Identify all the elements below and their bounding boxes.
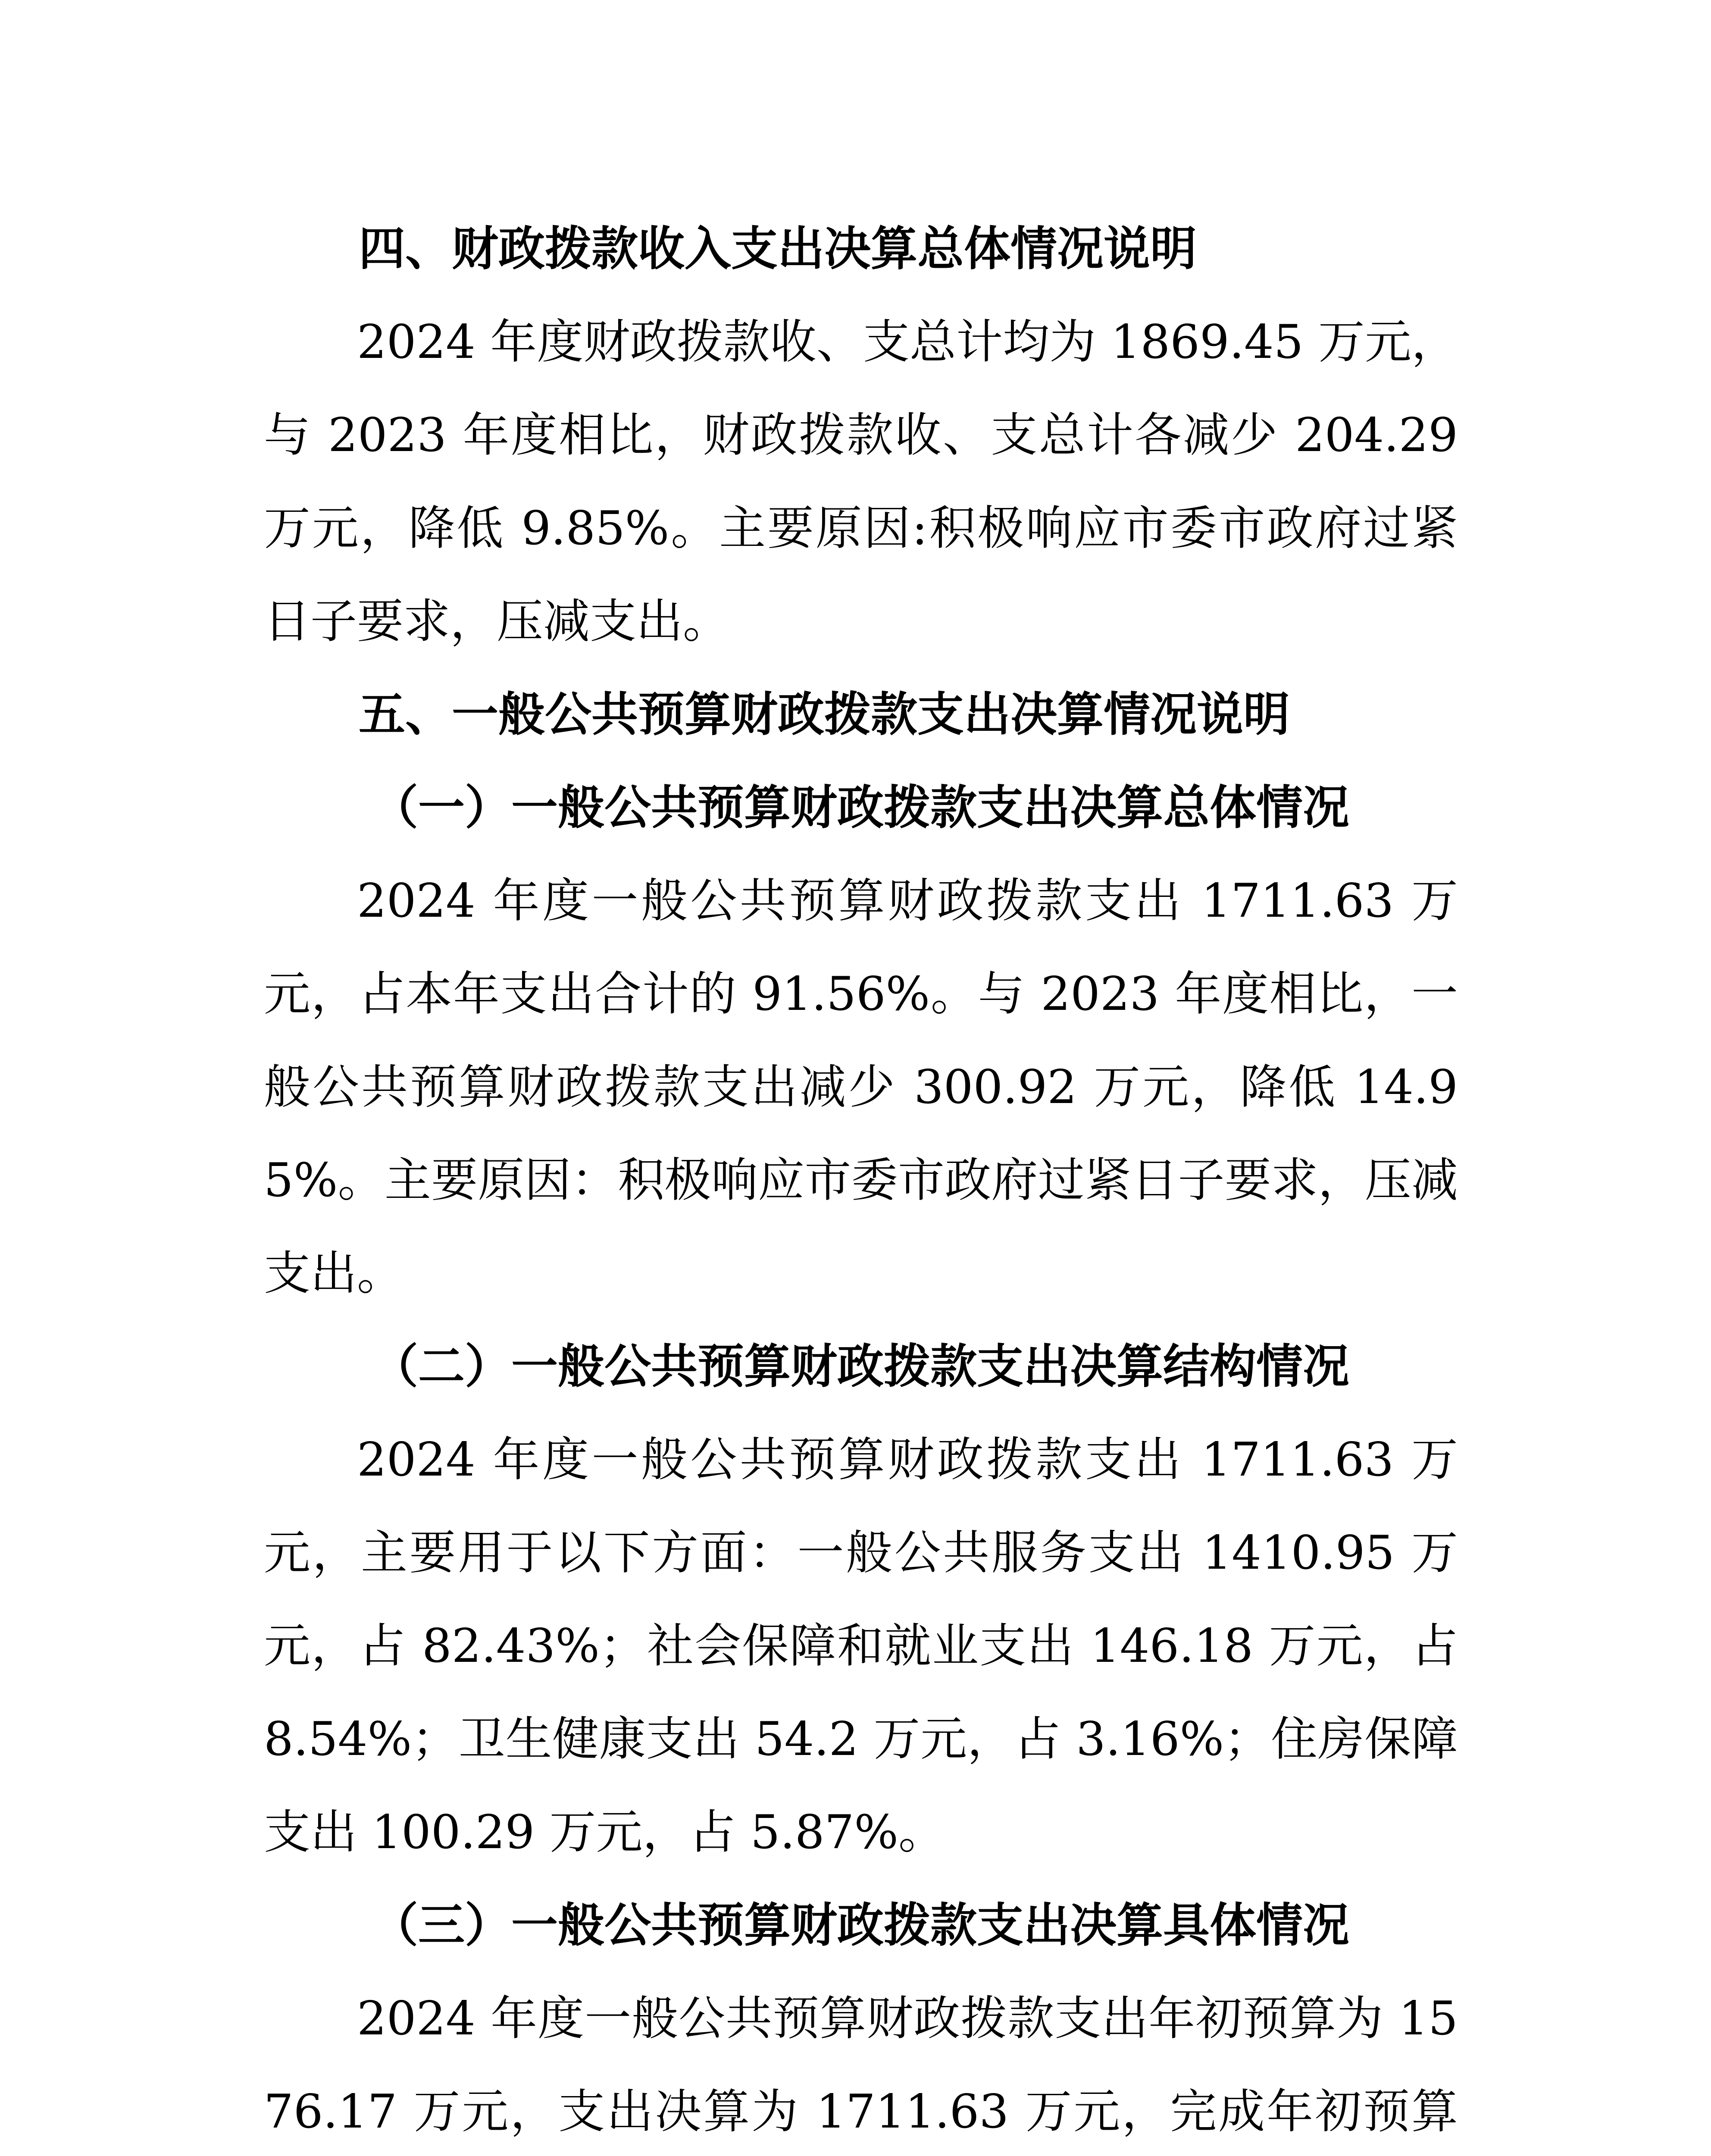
- subheading-overall-situation: （一）一般公共预算财政拨款支出决算总体情况: [372, 781, 1350, 835]
- subheading-structure: （二）一般公共预算财政拨款支出决算结构情况: [372, 1340, 1350, 1394]
- paragraph-overall-situation: 2024 年度一般公共预算财政拨款支出 1711.63 万元，占本年支出合计的 91.56%。与 2023 年度相比，一般公共预算财政拨款支出减少 300.92 万元，降低 14.95%。主要原因：积极响应市委市政府过紧日子要求，压减支出。: [264, 874, 1458, 1300]
- page-content: [264, 203, 1458, 2156]
- paragraph-specific-situation: 2024 年度一般公共预算财政拨款支出年初预算为 1576.17 万元，支出决算为 1711.63 万元，完成年初预算: [264, 1992, 1458, 2139]
- paragraph-structure: 2024 年度一般公共预算财政拨款支出 1711.63 万元，主要用于以下方面：一般公共服务支出 1410.95 万元，占 82.43%；社会保障和就业支出 146.18 万元，占 8.54%；卫生健康支出 54.2 万元，占 3.16%；住房保障支出 100.29 万元，占 5.87%。: [264, 1433, 1458, 1859]
- section-heading-fiscal-overview: 四、财政拨款收入支出决算总体情况说明: [359, 222, 1197, 276]
- section-heading-general-budget: 五、一般公共预算财政拨款支出决算情况说明: [359, 688, 1290, 742]
- subheading-specific-situation: （三）一般公共预算财政拨款支出决算具体情况: [372, 1899, 1350, 1952]
- paragraph-fiscal-overview: 2024 年度财政拨款收、支总计均为 1869.45 万元，与 2023 年度相比，财政拨款收、支总计各减少 204.29 万元，降低 9.85%。主要原因:积极响应市委市政府过紧日子要求，压减支出。: [264, 315, 1458, 649]
